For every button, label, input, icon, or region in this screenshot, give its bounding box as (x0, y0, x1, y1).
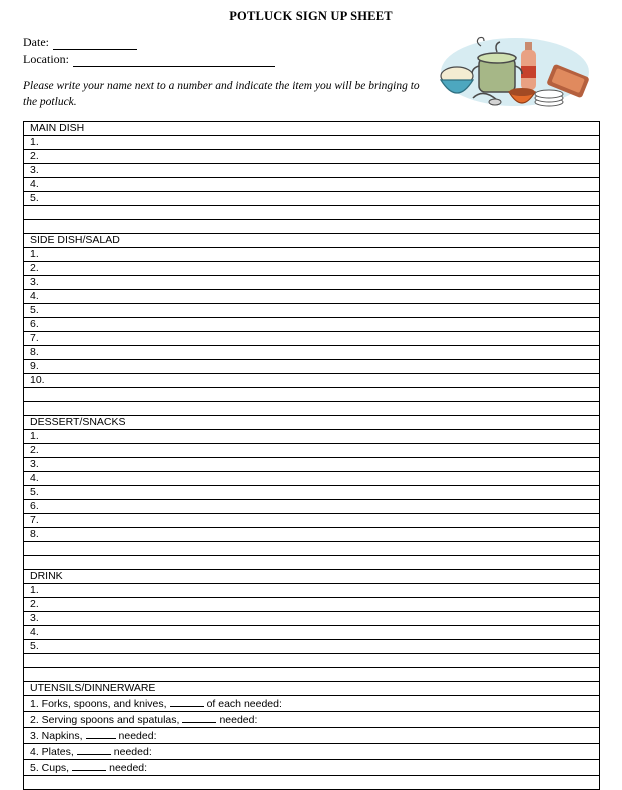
signup-row[interactable] (24, 332, 600, 346)
section-heading (24, 234, 600, 248)
quantity-blank[interactable] (77, 744, 111, 755)
signup-row[interactable] (24, 360, 600, 374)
spacer-row (24, 542, 600, 556)
date-blank[interactable] (53, 37, 137, 50)
utensil-item-label: 2. Serving spoons and spatulas, (30, 714, 180, 726)
signup-row-cell[interactable]: 8. (24, 528, 600, 542)
signup-row[interactable] (24, 528, 600, 542)
spacer-row (24, 654, 600, 668)
signup-row[interactable] (24, 248, 600, 262)
signup-row-cell[interactable]: 2. (24, 262, 600, 276)
signup-row-cell[interactable]: 6. (24, 500, 600, 514)
utensil-needed-label: needed: (113, 746, 152, 758)
spacer-row-cell (24, 556, 600, 570)
signup-row[interactable] (24, 304, 600, 318)
spacer-row-cell (24, 654, 600, 668)
signup-row-cell[interactable]: 2. (24, 598, 600, 612)
plate-stack-icon (535, 90, 563, 106)
signup-table (23, 121, 600, 790)
section-heading (24, 570, 600, 584)
date-label: Date: (23, 35, 49, 49)
utensil-needed-label: needed: (109, 762, 148, 774)
signup-row-cell[interactable]: 4. (24, 626, 600, 640)
spacer-row (24, 402, 600, 416)
signup-row-cell[interactable]: 3. (24, 458, 600, 472)
quantity-blank[interactable] (170, 696, 204, 707)
utensil-row[interactable] (24, 728, 600, 744)
signup-row-cell[interactable]: 1. (24, 248, 600, 262)
signup-row-cell[interactable]: 7. (24, 332, 600, 346)
signup-row[interactable] (24, 150, 600, 164)
signup-row-cell[interactable]: 3. (24, 612, 600, 626)
quantity-blank[interactable] (86, 728, 116, 739)
signup-row[interactable] (24, 486, 600, 500)
spacer-row (24, 556, 600, 570)
signup-row[interactable] (24, 262, 600, 276)
spacer-row-cell (24, 220, 600, 234)
spacer-row (24, 668, 600, 682)
spacer-row-cell (24, 668, 600, 682)
sheet-title: POTLUCK SIGN UP SHEET (229, 9, 393, 23)
date-field (23, 35, 137, 50)
signup-row-cell[interactable]: 9. (24, 360, 600, 374)
utensil-row-cell[interactable] (24, 728, 600, 744)
signup-row[interactable] (24, 374, 600, 388)
location-field (23, 52, 275, 67)
utensil-item-label: 5. Cups, (30, 762, 70, 774)
signup-row-cell[interactable]: 5. (24, 486, 600, 500)
spacer-row-cell (24, 542, 600, 556)
signup-row-cell[interactable]: 2. (24, 150, 600, 164)
signup-row-cell[interactable]: 3. (24, 276, 600, 290)
section-heading-cell: MAIN DISH (24, 122, 600, 136)
signup-row-cell[interactable]: 5. (24, 640, 600, 654)
section-heading-cell: DESSERT/SNACKS (24, 416, 600, 430)
spacer-row (24, 388, 600, 402)
section-heading (24, 122, 600, 136)
spacer-row-cell (24, 402, 600, 416)
signup-row[interactable] (24, 136, 600, 150)
signup-row[interactable] (24, 444, 600, 458)
quantity-blank[interactable] (182, 712, 216, 723)
section-heading (24, 416, 600, 430)
spacer-row-cell (24, 776, 600, 790)
signup-row[interactable] (24, 626, 600, 640)
signup-row[interactable] (24, 500, 600, 514)
signup-row[interactable] (24, 514, 600, 528)
signup-row-cell[interactable]: 4. (24, 472, 600, 486)
signup-row[interactable] (24, 472, 600, 486)
signup-row-cell[interactable]: 2. (24, 444, 600, 458)
section-heading (24, 682, 600, 696)
utensil-row[interactable] (24, 760, 600, 776)
spacer-row-cell (24, 388, 600, 402)
potluck-food-clipart (437, 36, 592, 114)
spacer-row (24, 220, 600, 234)
signup-row[interactable] (24, 430, 600, 444)
signup-row[interactable] (24, 178, 600, 192)
signup-row[interactable] (24, 640, 600, 654)
utensil-item-label: 4. Plates, (30, 746, 74, 758)
location-label: Location: (23, 52, 69, 66)
instructions-text: Please write your name next to a number and indicate the item you will be bringing to the potluck. (23, 80, 420, 108)
signup-row-cell[interactable]: 4. (24, 178, 600, 192)
signup-row[interactable] (24, 318, 600, 332)
spacer-row (24, 776, 600, 790)
signup-row[interactable] (24, 276, 600, 290)
utensil-row[interactable] (24, 744, 600, 760)
signup-row[interactable] (24, 598, 600, 612)
signup-row-cell[interactable]: 1. (24, 430, 600, 444)
signup-row-cell[interactable]: 8. (24, 346, 600, 360)
utensil-row-cell[interactable] (24, 744, 600, 760)
signup-row-cell[interactable]: 3. (24, 164, 600, 178)
utensil-item-label: 3. Napkins, (30, 730, 83, 742)
signup-row-cell[interactable]: 1. (24, 136, 600, 150)
signup-row[interactable] (24, 290, 600, 304)
signup-row-cell[interactable]: 1. (24, 584, 600, 598)
signup-row[interactable] (24, 346, 600, 360)
utensil-row-cell[interactable] (24, 712, 600, 728)
utensil-row-cell[interactable] (24, 760, 600, 776)
section-heading-cell: DRINK (24, 570, 600, 584)
utensil-needed-label: needed: (219, 714, 258, 726)
signup-row-cell[interactable]: 6. (24, 318, 600, 332)
location-blank[interactable] (73, 54, 275, 67)
section-heading-cell: SIDE DISH/SALAD (24, 234, 600, 248)
signup-row[interactable] (24, 458, 600, 472)
utensil-needed-label: of each needed: (206, 698, 282, 710)
signup-row-cell[interactable]: 5. (24, 304, 600, 318)
signup-row[interactable] (24, 612, 600, 626)
utensil-row[interactable] (24, 712, 600, 728)
signup-row-cell[interactable]: 4. (24, 290, 600, 304)
signup-row-cell[interactable]: 10. (24, 374, 600, 388)
signup-row[interactable] (24, 192, 600, 206)
signup-row-cell[interactable]: 5. (24, 192, 600, 206)
utensil-item-label: 1. Forks, spoons, and knives, (30, 698, 167, 710)
quantity-blank[interactable] (72, 760, 106, 771)
utensil-row[interactable] (24, 696, 600, 712)
spacer-row-cell (24, 206, 600, 220)
utensil-needed-label: needed: (118, 730, 157, 742)
signup-row[interactable] (24, 164, 600, 178)
spacer-row (24, 206, 600, 220)
section-heading-cell: UTENSILS/DINNERWARE (24, 682, 600, 696)
signup-row[interactable] (24, 584, 600, 598)
utensil-row-cell[interactable] (24, 696, 600, 712)
signup-row-cell[interactable]: 7. (24, 514, 600, 528)
